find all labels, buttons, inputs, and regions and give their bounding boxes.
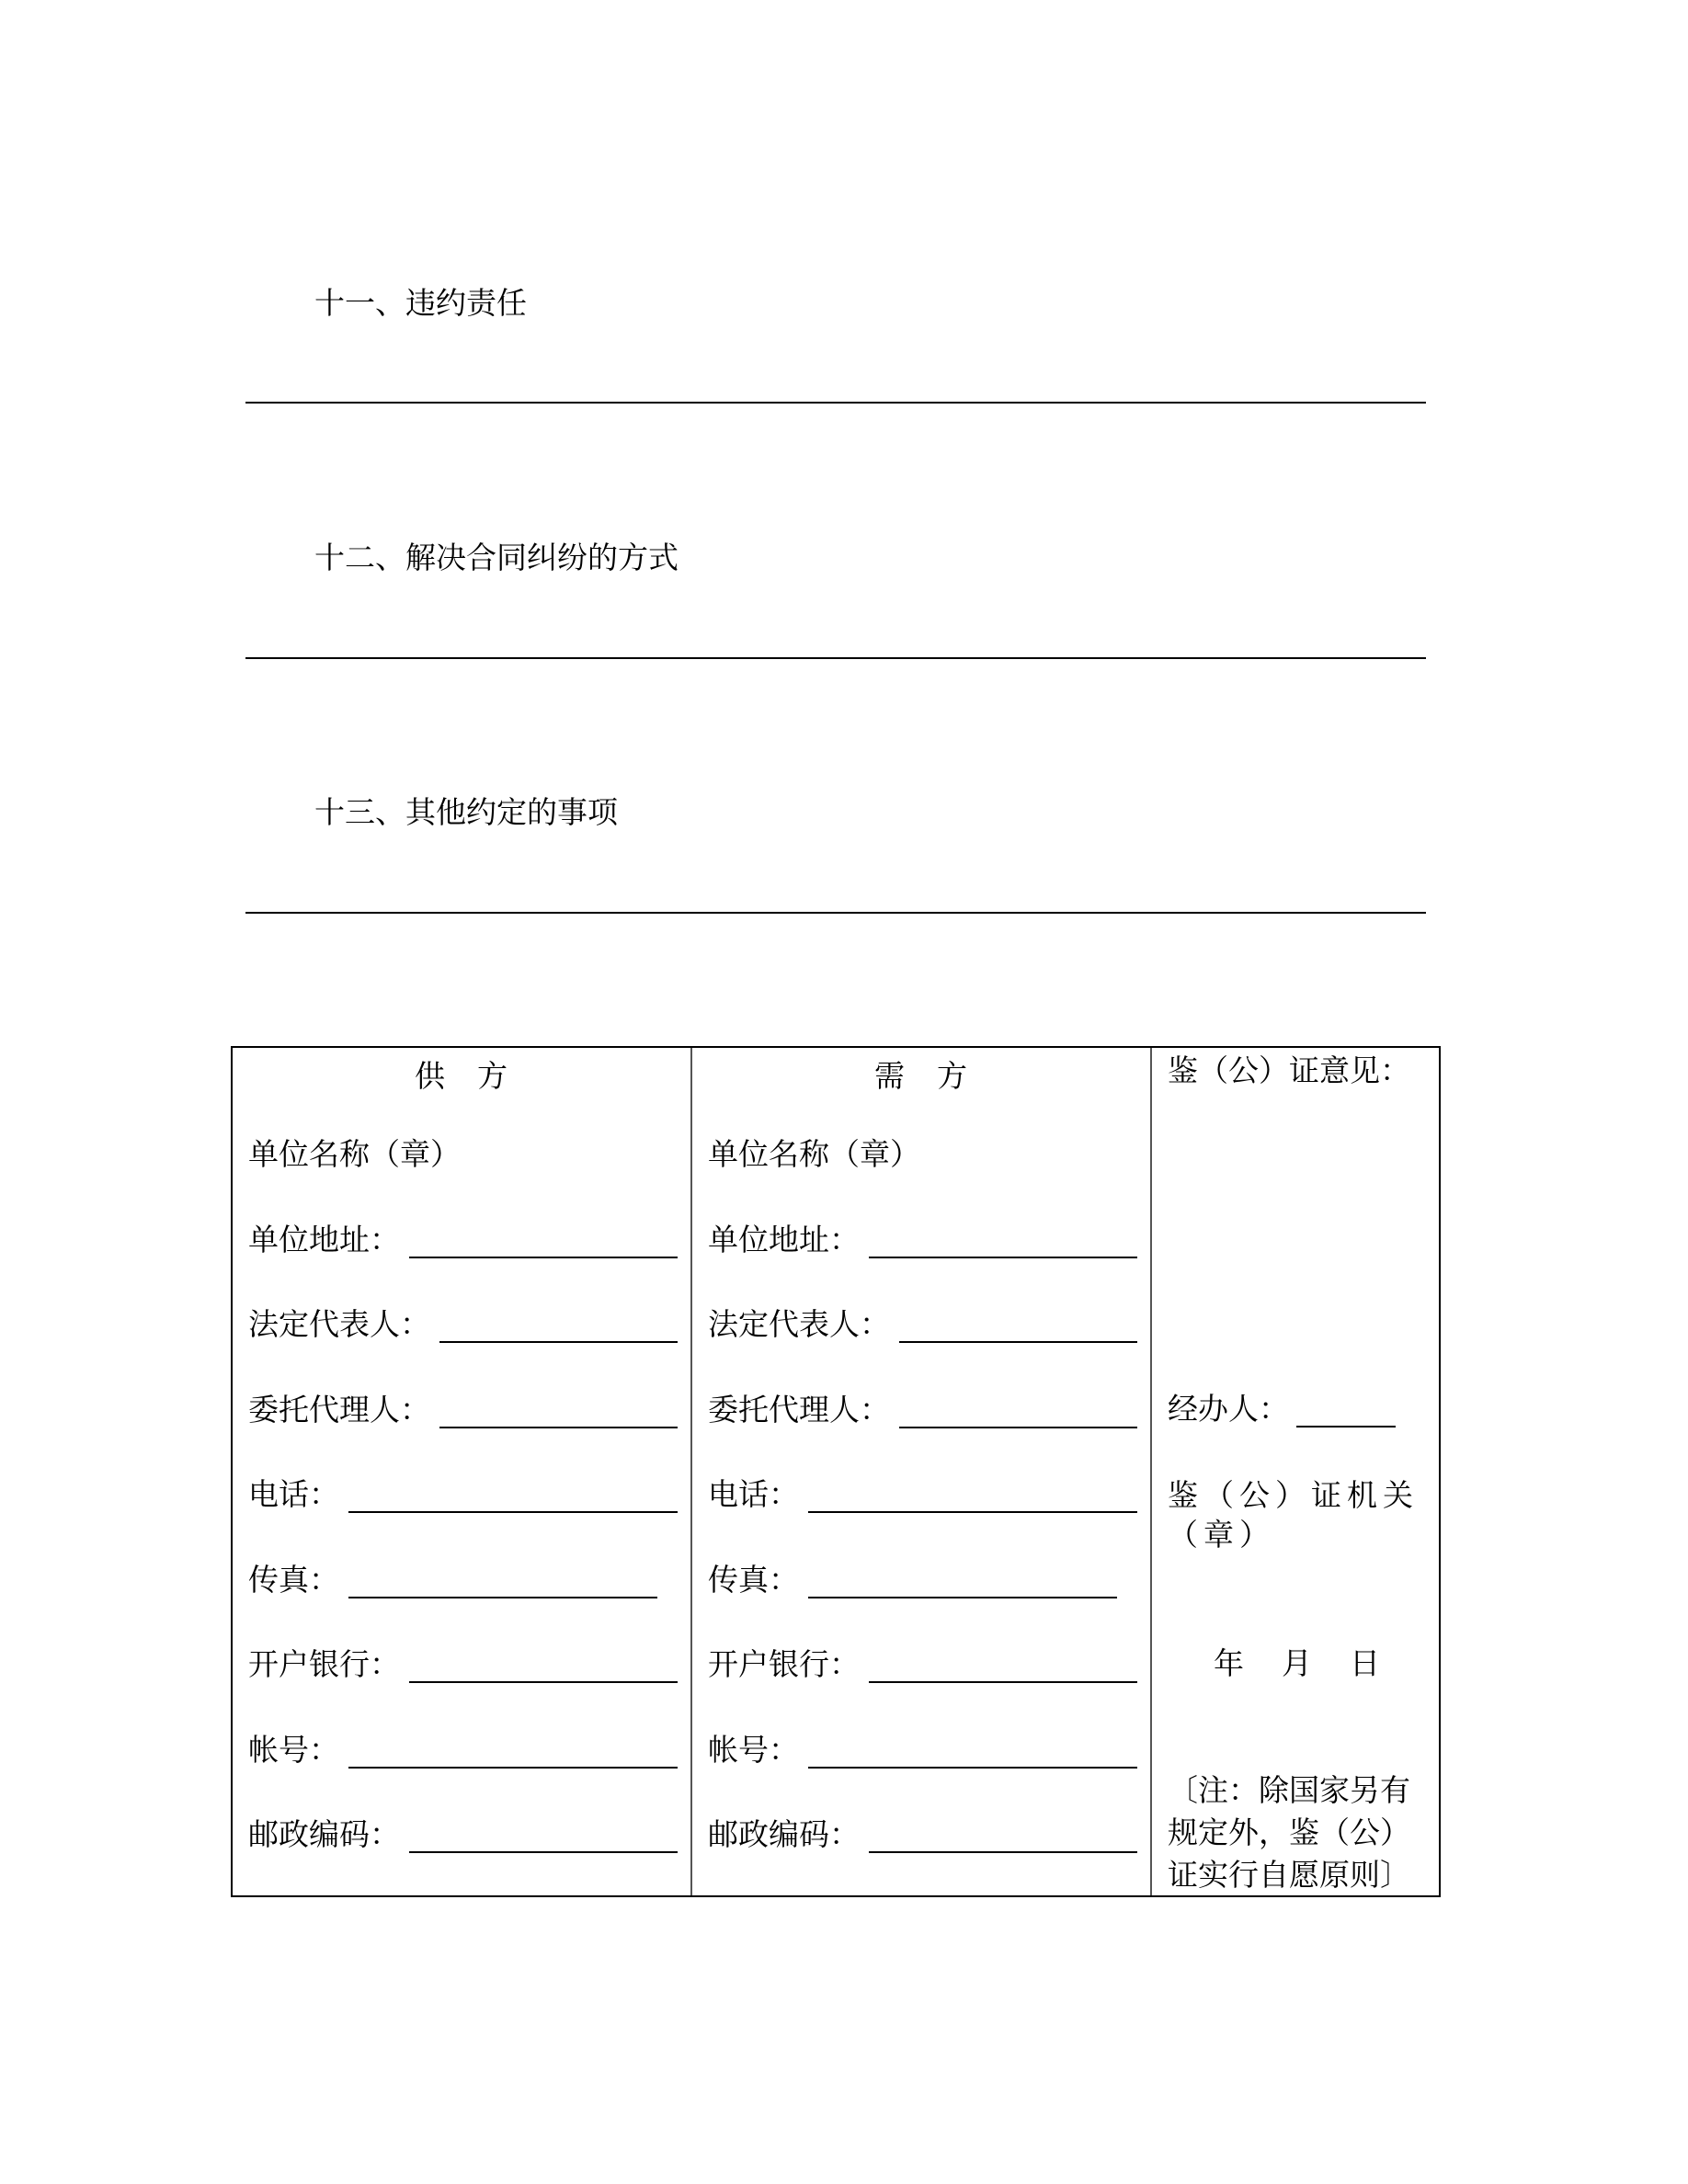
buyer-field-label: 法定代表人： bbox=[708, 1306, 890, 1342]
section-11-heading: 十一、违约责任 bbox=[314, 285, 527, 321]
supplier-field-label: 邮政编码： bbox=[248, 1816, 400, 1852]
supplier-field-blank[interactable] bbox=[409, 1820, 678, 1853]
section-13-blank-line[interactable] bbox=[245, 912, 1426, 914]
buyer-field-label: 传真： bbox=[708, 1561, 799, 1598]
buyer-field-label: 单位地址： bbox=[708, 1221, 860, 1257]
supplier-column bbox=[233, 1048, 690, 1895]
buyer-field-label: 委托代理人： bbox=[708, 1391, 890, 1428]
supplier-field-blank[interactable] bbox=[409, 1650, 678, 1683]
handler-blank[interactable] bbox=[1296, 1394, 1396, 1428]
buyer-field bbox=[708, 1816, 1137, 1853]
buyer-field bbox=[708, 1476, 1137, 1513]
supplier-field bbox=[248, 1306, 678, 1343]
handler-label: 经办人： bbox=[1168, 1391, 1289, 1427]
supplier-field bbox=[248, 1646, 678, 1683]
buyer-field-label: 开户银行： bbox=[708, 1646, 860, 1682]
supplier-field-blank[interactable] bbox=[348, 1480, 678, 1513]
buyer-field-blank[interactable] bbox=[899, 1310, 1137, 1343]
buyer-column bbox=[692, 1048, 1150, 1895]
buyer-field bbox=[708, 1562, 1137, 1598]
buyer-field-blank[interactable] bbox=[869, 1650, 1137, 1683]
supplier-field bbox=[248, 1816, 678, 1853]
buyer-field bbox=[708, 1732, 1137, 1769]
supplier-field bbox=[248, 1476, 678, 1513]
supplier-field-label: 单位地址： bbox=[248, 1221, 400, 1257]
buyer-field-blank[interactable] bbox=[869, 1820, 1137, 1853]
supplier-field-label: 法定代表人： bbox=[248, 1306, 430, 1342]
buyer-field bbox=[708, 1646, 1137, 1683]
buyer-field-blank[interactable] bbox=[808, 1480, 1137, 1513]
supplier-field-label: 电话： bbox=[248, 1476, 339, 1512]
buyer-field-label: 邮政编码： bbox=[708, 1816, 860, 1852]
supplier-field bbox=[248, 1392, 678, 1428]
notary-authority-seal: 鉴（公）证机关（章） bbox=[1168, 1477, 1419, 1553]
supplier-field bbox=[248, 1562, 678, 1598]
buyer-field bbox=[708, 1392, 1137, 1428]
notary-opinion-label: 鉴（公）证意见： bbox=[1168, 1052, 1410, 1088]
date-line: 年 月 日 bbox=[1214, 1645, 1384, 1681]
supplier-field-blank[interactable] bbox=[348, 1565, 657, 1598]
supplier-field-blank[interactable] bbox=[348, 1735, 678, 1769]
section-13-heading: 十三、其他约定的事项 bbox=[314, 794, 618, 830]
buyer-field bbox=[708, 1222, 1137, 1258]
buyer-field-blank[interactable] bbox=[869, 1225, 1137, 1258]
supplier-field-blank[interactable] bbox=[439, 1310, 678, 1343]
supplier-field bbox=[248, 1136, 678, 1173]
supplier-field-label: 委托代理人： bbox=[248, 1391, 430, 1428]
supplier-field-label: 传真： bbox=[248, 1561, 339, 1598]
buyer-field bbox=[708, 1306, 1137, 1343]
notary-column bbox=[1152, 1048, 1441, 1895]
buyer-field-blank[interactable] bbox=[808, 1735, 1137, 1769]
buyer-field-blank[interactable] bbox=[808, 1565, 1117, 1598]
section-12-blank-line[interactable] bbox=[245, 657, 1426, 659]
supplier-field-blank[interactable] bbox=[409, 1225, 678, 1258]
supplier-field-label: 帐号： bbox=[248, 1731, 339, 1768]
buyer-header: 需 方 bbox=[874, 1058, 968, 1094]
supplier-field bbox=[248, 1732, 678, 1769]
supplier-field-label: 开户银行： bbox=[248, 1646, 400, 1682]
buyer-field-label: 电话： bbox=[708, 1476, 799, 1512]
buyer-field-label: 单位名称（章） bbox=[708, 1136, 920, 1172]
buyer-field-blank[interactable] bbox=[899, 1395, 1137, 1428]
supplier-field bbox=[248, 1222, 678, 1258]
supplier-header: 供 方 bbox=[415, 1058, 508, 1094]
notary-note: 〔注：除国家另有规定外，鉴（公）证实行自愿原则〕 bbox=[1168, 1772, 1410, 1893]
section-12-heading: 十二、解决合同纠纷的方式 bbox=[314, 540, 679, 575]
buyer-field bbox=[708, 1136, 1137, 1173]
section-11-blank-line[interactable] bbox=[245, 402, 1426, 404]
signature-table bbox=[231, 1046, 1441, 1897]
supplier-field-label: 单位名称（章） bbox=[248, 1136, 461, 1172]
buyer-field-label: 帐号： bbox=[708, 1731, 799, 1768]
supplier-field-blank[interactable] bbox=[439, 1395, 678, 1428]
